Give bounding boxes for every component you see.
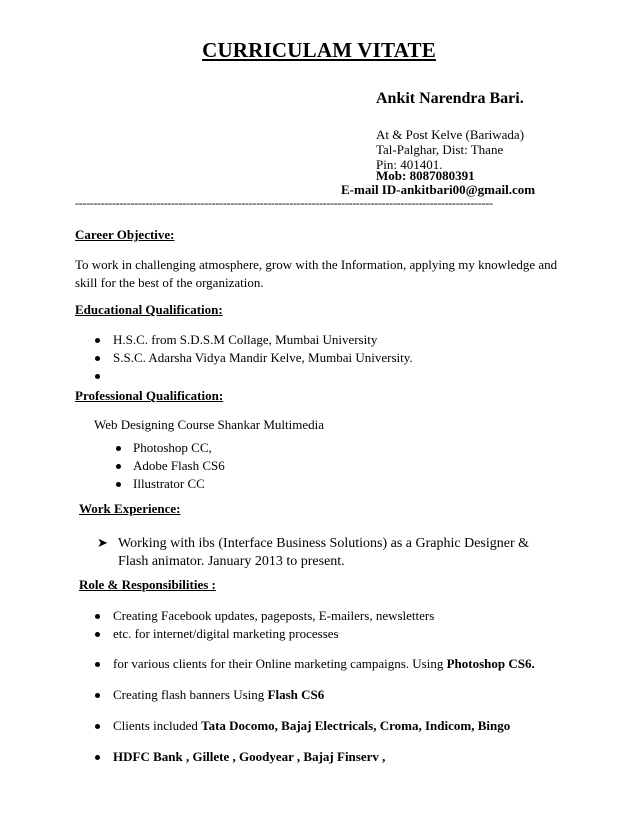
bullet-icon xyxy=(95,338,100,343)
mobile-number: Mob: 8087080391 xyxy=(376,168,475,183)
course-name: Web Designing Course Shankar Multimedia xyxy=(94,417,325,432)
bullet-icon xyxy=(95,662,100,667)
role-item-bold: Tata Docomo, Bajaj Electricals, Croma, Indicom, Bingo xyxy=(201,718,511,733)
education-item: S.S.C. Adarsha Vidya Mandir Kelve, Mumbai University. xyxy=(113,350,413,365)
role-item: Creating Facebook updates, pageposts, E-mailers, newsletters xyxy=(113,608,435,623)
bullet-icon xyxy=(95,724,100,729)
career-objective-heading: Career Objective: xyxy=(75,227,175,242)
role-item: etc. for internet/digital marketing processes xyxy=(113,626,339,641)
email-address: E-mail ID-ankitbari00@gmail.com xyxy=(341,182,536,197)
bullet-icon xyxy=(116,464,121,469)
role-item xyxy=(113,656,535,672)
education-item: H.S.C. from S.D.S.M Collage, Mumbai University xyxy=(113,332,378,347)
bullet-icon xyxy=(95,374,100,379)
career-objective-text: To work in challenging atmosphere, grow with the Information, applying my knowledge and skill for the best of the organization. xyxy=(75,257,558,290)
education-heading: Educational Qualification: xyxy=(75,302,223,317)
pin-code: Pin: 401401. xyxy=(376,157,443,172)
role-item-text: Clients included xyxy=(113,718,202,733)
page-title: CURRICULAM VITATE xyxy=(202,38,436,62)
roles-heading: Role & Responsibilities : xyxy=(79,577,216,592)
address-line-2: Tal-Palghar, Dist: Thane xyxy=(376,142,504,157)
skill-item: Adobe Flash CS6 xyxy=(133,458,225,473)
work-experience-text: Working with ibs (Interface Business Solutions) as a Graphic Designer & Flash animator. January 2013 to present. xyxy=(118,536,530,569)
role-item xyxy=(113,718,510,734)
bullet-icon xyxy=(95,693,100,698)
candidate-name: Ankit Narendra Bari. xyxy=(376,90,524,107)
role-item-bold: Flash CS6 xyxy=(267,687,325,702)
work-experience-heading: Work Experience: xyxy=(79,501,181,516)
role-item-text: Creating flash banners Using xyxy=(113,687,268,702)
bullet-icon xyxy=(95,614,100,619)
bullet-icon xyxy=(95,356,100,361)
skill-item: Illustrator CC xyxy=(133,476,205,491)
arrow-bullet-icon: ➤ xyxy=(97,535,108,550)
bullet-icon xyxy=(116,446,121,451)
role-item xyxy=(113,687,324,703)
bullet-icon xyxy=(95,755,100,760)
bullet-icon xyxy=(116,482,121,487)
address-line-1: At & Post Kelve (Bariwada) xyxy=(376,127,525,142)
divider-line: ----------------------------------------------------------------------------------------------------------------- xyxy=(75,196,493,210)
professional-heading: Professional Qualification: xyxy=(75,388,224,403)
role-item-bold: Photoshop CS6. xyxy=(446,656,535,671)
role-item-text: for various clients for their Online marketing campaigns. Using xyxy=(113,656,447,671)
bullet-icon xyxy=(95,632,100,637)
role-item: HDFC Bank , Gillete , Goodyear , Bajaj Finserv , xyxy=(113,749,386,764)
skill-item: Photoshop CC, xyxy=(133,440,212,455)
